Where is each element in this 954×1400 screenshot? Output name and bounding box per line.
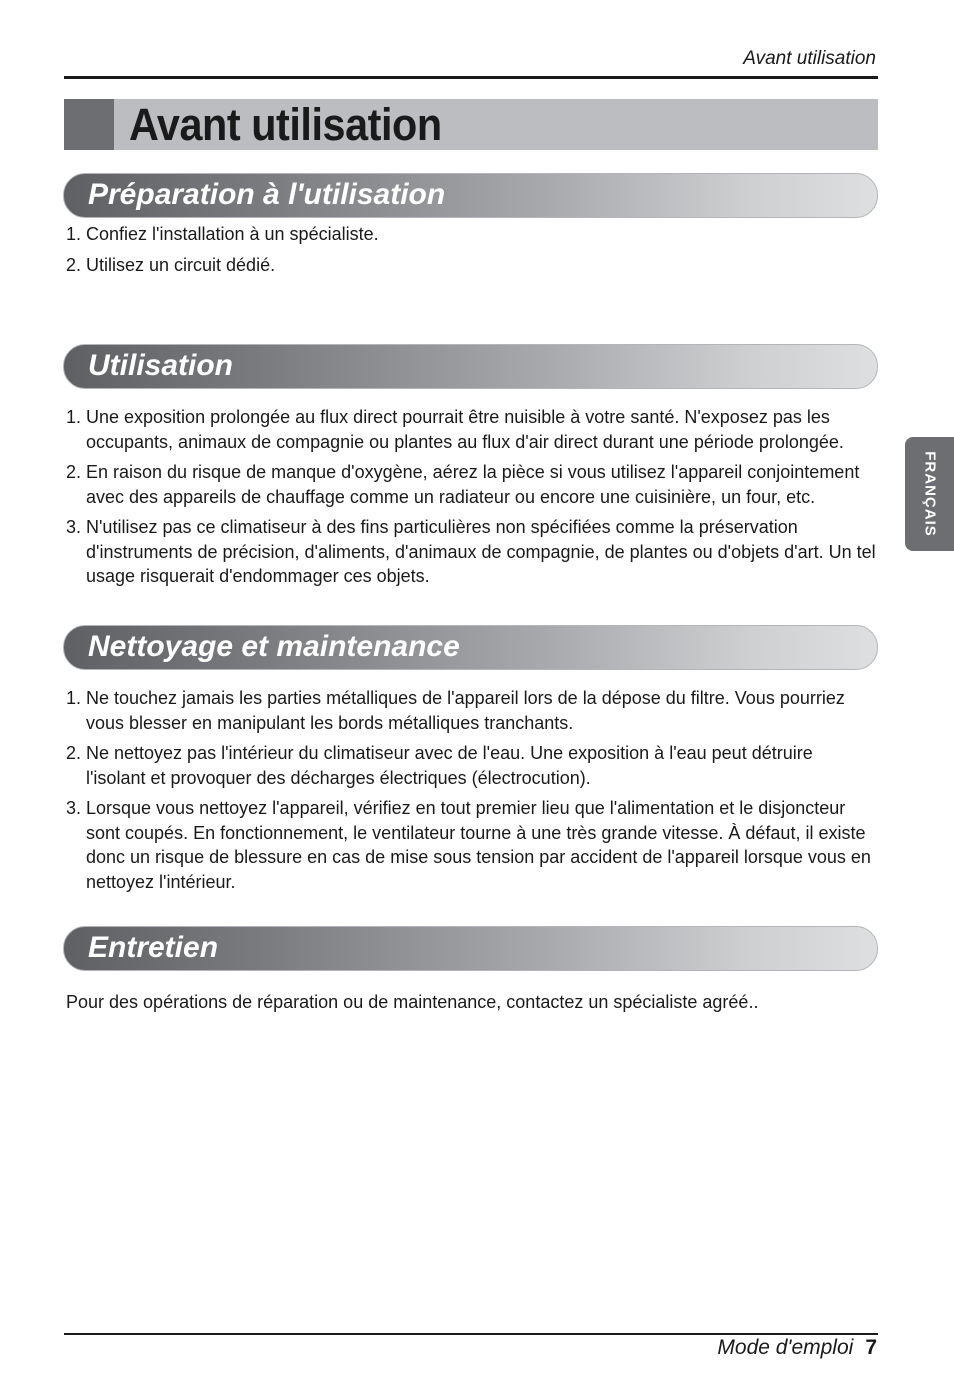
item-text: Ne touchez jamais les parties métalliques de l'appareil lors de la dépose du filtre. Vous pourriez vous blesser en manipulant les bords métalliques tranchants. (86, 688, 845, 733)
item-number: 2. (66, 462, 82, 482)
running-header: Avant utilisation (743, 48, 876, 69)
footer (717, 1336, 877, 1360)
language-tab-label: FRANÇAIS (921, 451, 938, 537)
page-number: 7 (865, 1336, 877, 1359)
item-text: Ne nettoyez pas l'intérieur du climatiseur avec de l'eau. Une exposition à l'eau peut détruire l'isolant et provoquer des décharges électriques (électrocution). (86, 743, 813, 788)
section-paragraph-entretien: Pour des opérations de réparation ou de maintenance, contactez un spécialiste agréé.. (66, 992, 759, 1012)
item-number: 3. (66, 798, 82, 818)
list-item (64, 253, 876, 278)
item-number: 2. (66, 254, 82, 275)
page-title: Avant utilisation (129, 99, 442, 150)
item-text: N'utilisez pas ce climatiseur à des fins particulières non spécifiées comme la préservation d'instruments de précision, d'aliments, d'animaux de compagnie, de plantes ou d'objets d'art. Un tel usage risquerait d'endommager ces objets. (86, 517, 876, 586)
item-text: Une exposition prolongée au flux direct pourrait être nuisible à votre santé. N'exposez pas les occupants, animaux de compagnie ou plantes au flux d'air direct durant une période prolongée. (86, 407, 844, 452)
section-list-nettoyage (64, 686, 876, 900)
item-text: Confiez l'installation à un spécialiste. (86, 224, 379, 244)
page-title-bar (64, 99, 878, 150)
section-list-preparation (64, 222, 876, 283)
section-title: Préparation à l'utilisation (88, 178, 446, 211)
section-list-utilisation (64, 405, 876, 595)
bottom-rule (64, 1333, 878, 1335)
item-number: 1. (66, 688, 82, 708)
section-title: Nettoyage et maintenance (88, 630, 460, 663)
section-title: Utilisation (88, 349, 234, 382)
list-item (64, 405, 876, 454)
list-item (64, 686, 876, 735)
section-header-utilisation (63, 344, 878, 389)
item-number: 2. (66, 743, 82, 763)
list-item (64, 222, 876, 247)
item-number: 1. (66, 407, 82, 427)
language-tab (905, 437, 954, 551)
section-header-nettoyage (63, 625, 878, 670)
item-number: 1. (66, 224, 82, 244)
section-header-entretien (63, 926, 878, 971)
list-item (64, 515, 876, 589)
item-text: En raison du risque de manque d'oxygène, aérez la pièce si vous utilisez l'appareil conjointement avec des appareils de chauffage comme un radiateur ou encore une cuisinière, un four, etc. (86, 462, 860, 507)
item-number: 3. (66, 517, 82, 537)
list-item (64, 741, 876, 790)
list-item (64, 460, 876, 509)
list-item (64, 796, 876, 894)
footer-label: Mode d'emploi (717, 1336, 854, 1359)
section-title: Entretien (88, 931, 219, 964)
item-text: Lorsque vous nettoyez l'appareil, vérifiez en tout premier lieu que l'alimentation et le disjoncteur sont coupés. En fonctionnement, le ventilateur tourne à une très grande vitesse. À défaut, il existe donc un risque de blessure en cas de mise sous tension par accident de l'appareil lorsque vous en nettoyez l'intérieur. (86, 798, 871, 892)
top-rule (64, 76, 878, 79)
item-text: Utilisez un circuit dédié. (86, 254, 276, 275)
section-header-preparation (63, 173, 878, 218)
title-block (64, 99, 114, 150)
